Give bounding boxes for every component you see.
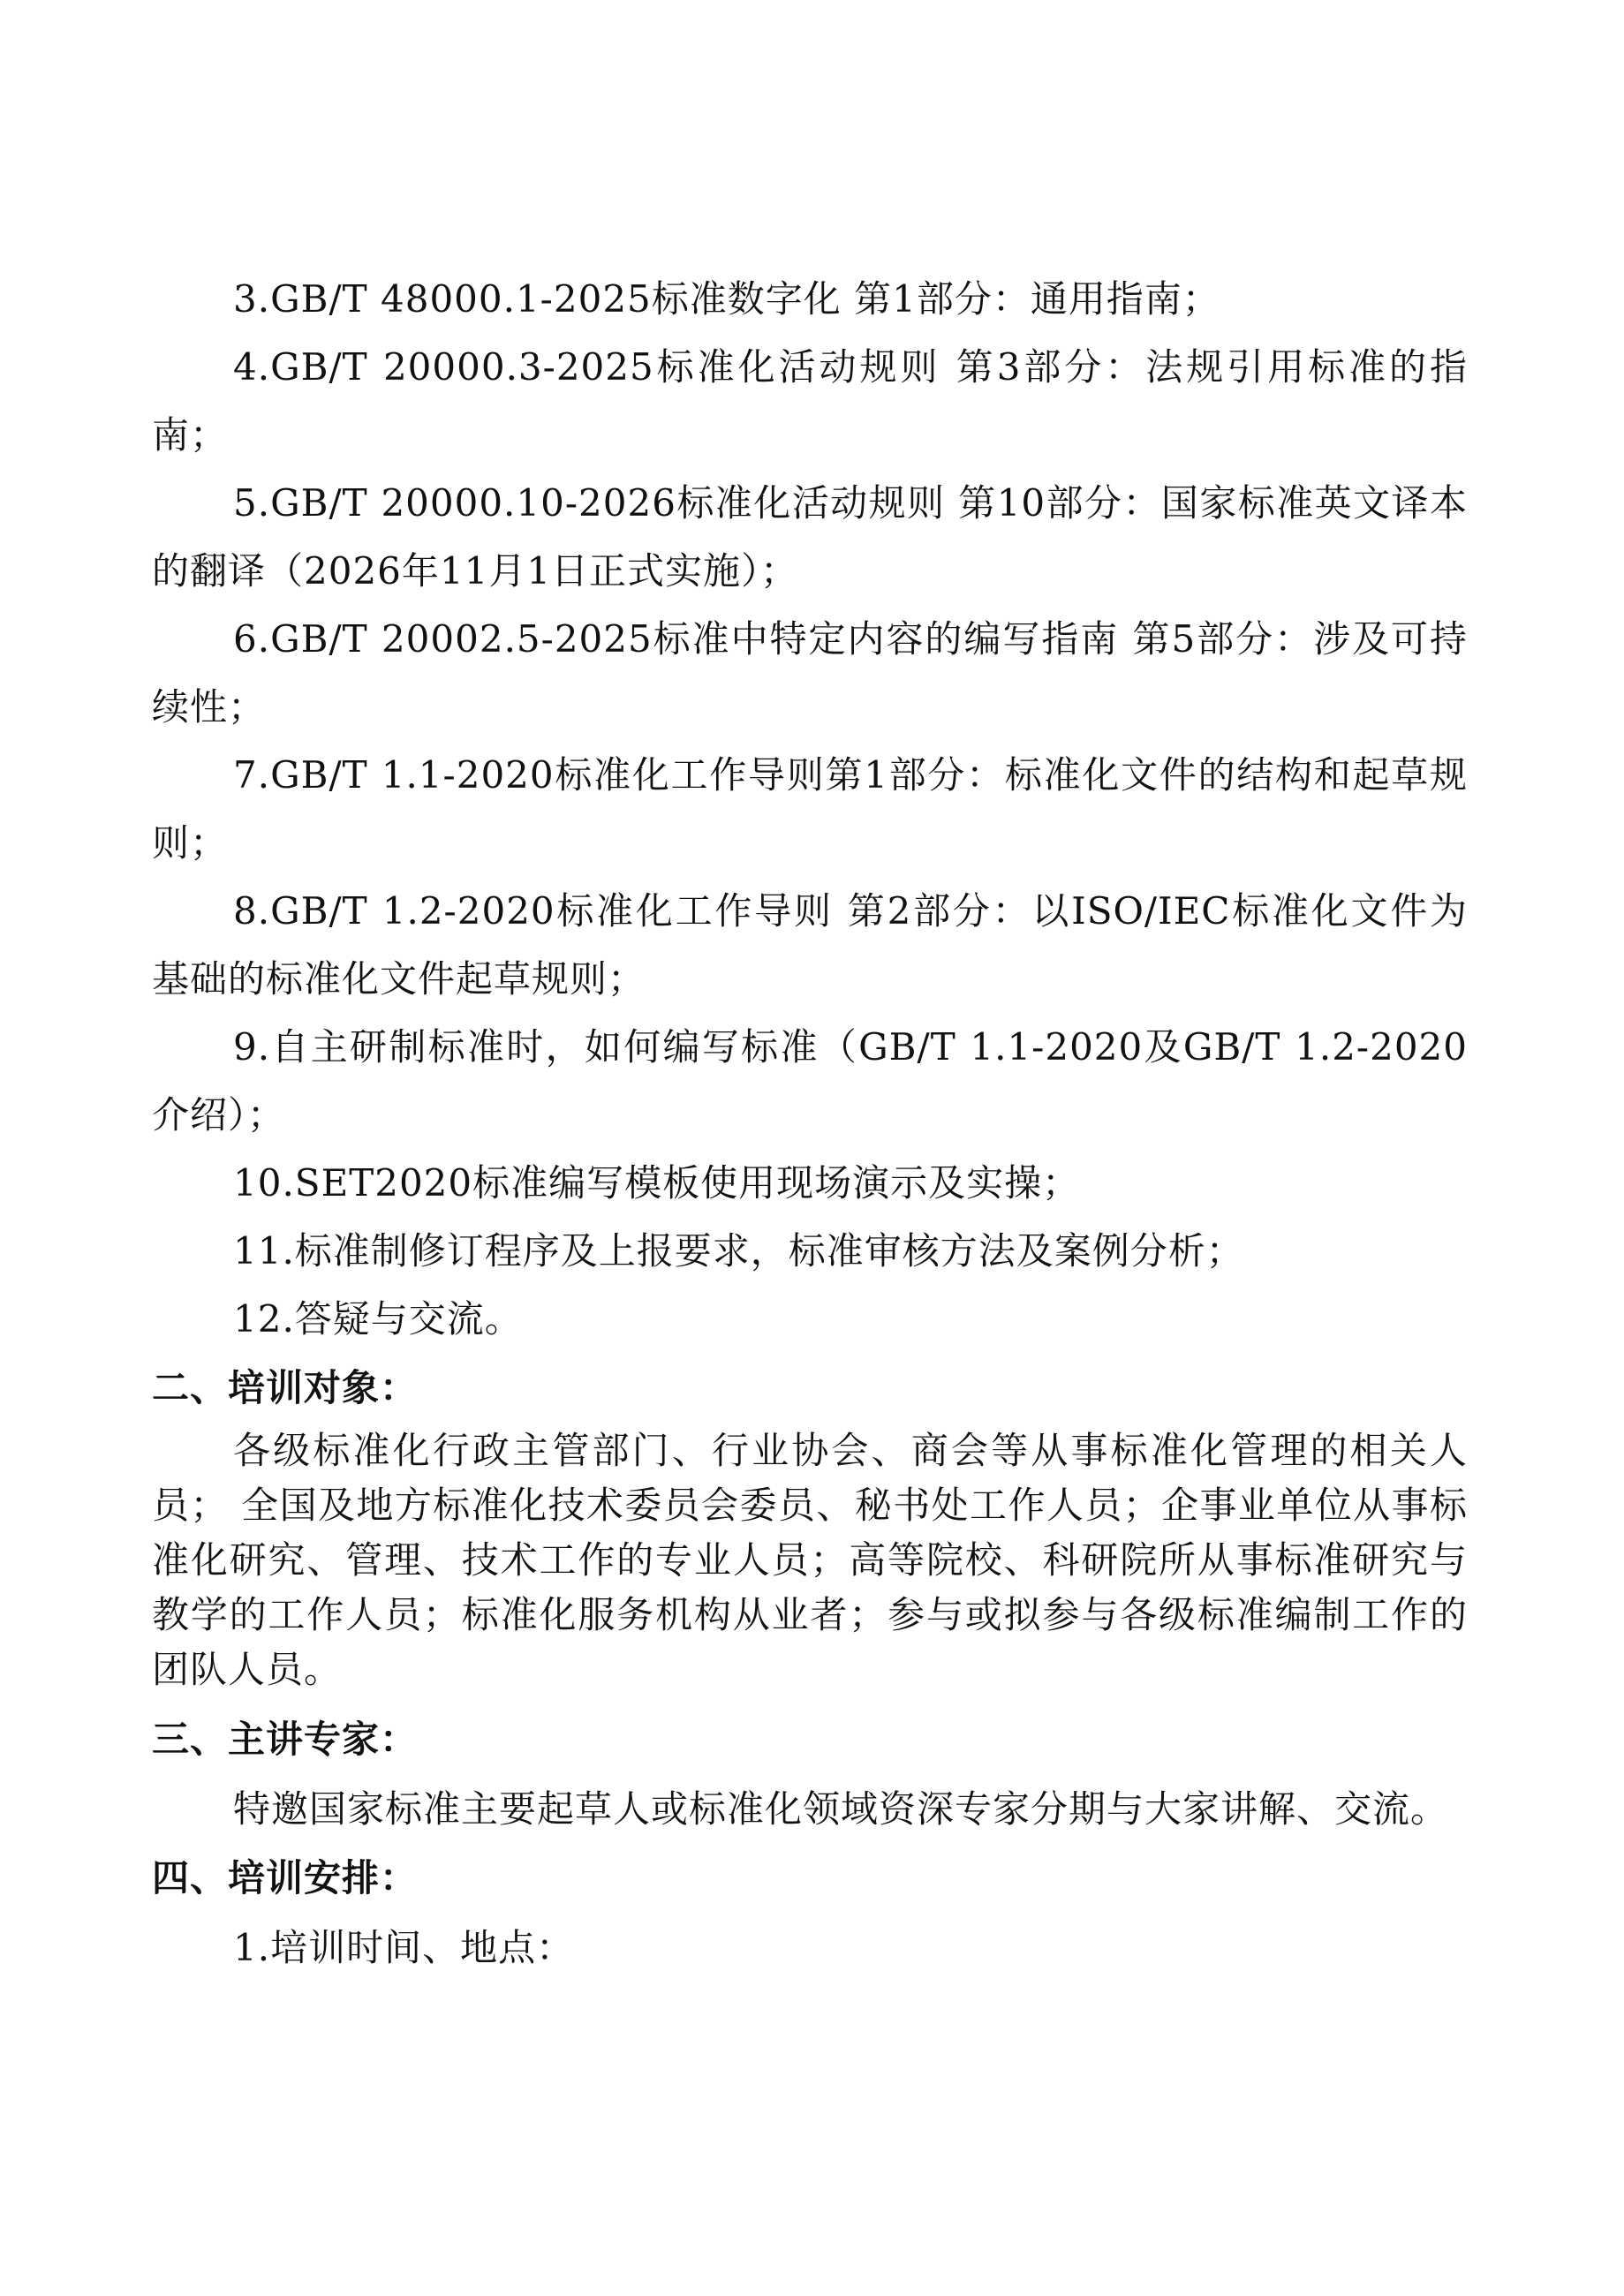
section-heading-trainees: 二、培训对象：	[152, 1366, 419, 1409]
list-item-5: 5.GB/T 20000.10-2026标准化活动规则 第10部分：国家标准英文译本的翻译（2026年11月1日正式实施）；	[152, 481, 1468, 593]
list-item-7: 7.GB/T 1.1-2020标准化工作导则第1部分：标准化文件的结构和起草规则；	[152, 753, 1468, 865]
section-heading-experts: 三、主讲专家：	[152, 1718, 419, 1761]
schedule-item-time-location: 1.培训时间、地点：	[233, 1926, 575, 1969]
list-item-10: 10.SET2020标准编写模板使用现场演示及实操；	[233, 1161, 1081, 1205]
list-item-9: 9.自主研制标准时，如何编写标准（GB/T 1.1-2020及GB/T 1.2-2020介绍）；	[152, 1025, 1468, 1137]
list-item-3: 3.GB/T 48000.1-2025标准数字化 第1部分：通用指南；	[233, 277, 1220, 321]
section-body-trainees: 各级标准化行政主管部门、行业协会、商会等从事标准化管理的相关人员； 全国及地方标准化技术委员会委员、秘书处工作人员；企事业单位从事标准化研究、管理、技术工作的专业人员；高等院校、科研院所从事标准研究与教学的工作人员；标准化服务机构从业者；参与或拟参与各级标准编制工作的团队人员。	[152, 1429, 1468, 1691]
list-item-4: 4.GB/T 20000.3-2025标准化活动规则 第3部分：法规引用标准的指南；	[152, 345, 1468, 457]
section-body-experts: 特邀国家标准主要起草人或标准化领域资深专家分期与大家讲解、交流。	[233, 1787, 1449, 1831]
list-item-8: 8.GB/T 1.2-2020标准化工作导则 第2部分：以ISO/IEC标准化文件为基础的标准化文件起草规则；	[152, 889, 1468, 1001]
list-item-12: 12.答疑与交流。	[233, 1297, 523, 1341]
document-content	[152, 265, 1468, 1982]
list-item-6: 6.GB/T 20002.5-2025标准中特定内容的编写指南 第5部分：涉及可持续性；	[152, 617, 1468, 729]
section-heading-schedule: 四、培训安排：	[152, 1856, 419, 1899]
list-item-11: 11.标准制修订程序及上报要求，标准审核方法及案例分析；	[233, 1229, 1244, 1273]
